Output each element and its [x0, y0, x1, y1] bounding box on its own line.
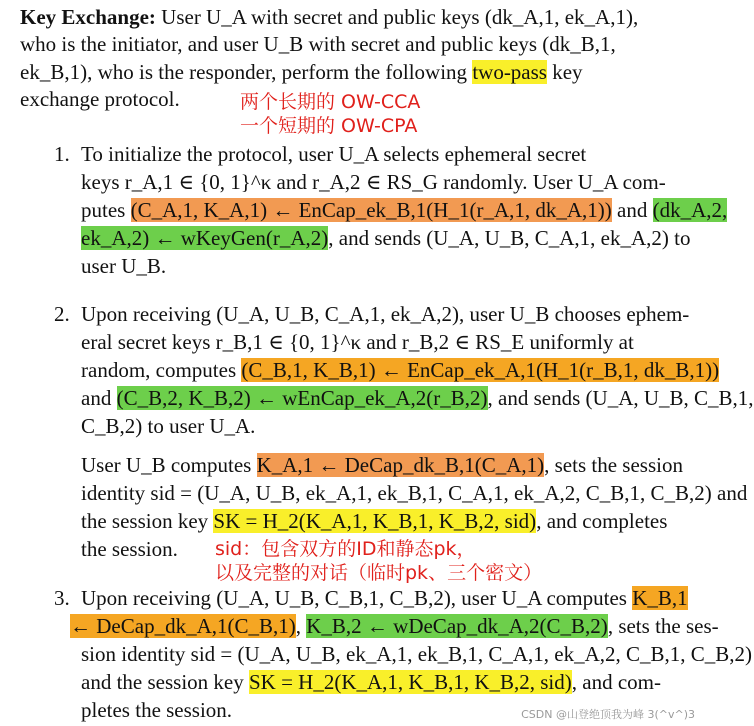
step-2-p2-l3-post: , and completes — [536, 509, 668, 533]
step-2-p2-l1-post: , sets the session — [544, 453, 683, 477]
step-1-line-5: user U_B. — [81, 254, 167, 278]
heading-text-3-post: key — [552, 60, 583, 84]
step-3-kb1-highlight: K_B,1 — [632, 586, 688, 610]
note-long-term: 两个长期的 OW-CCA — [240, 91, 421, 113]
note-sid-2: 以及完整的对话（临时pk、三个密文） — [215, 562, 543, 584]
step-3-line-3: sion identity sid = (U_A, U_B, ek_A,1, ek_B,1, C_A,1, ek_A,2, C_B,1, C_B,2) — [81, 642, 753, 666]
step-2-line-5: C_B,2) to user U_A. — [81, 414, 256, 438]
step-2-para2-line-4: the session. — [81, 537, 178, 561]
step-1-line-2: keys r_A,1 ∈ {0, 1}^κ and r_A,2 ∈ RS_G randomly. User U_A com- — [81, 170, 666, 194]
heading-text-3-pre: ek_B,1), who is the responder, perform the following — [20, 60, 468, 84]
step-3-line-4 — [81, 669, 661, 695]
step-2-para2-line-3 — [81, 508, 667, 534]
step-3-l2-mid: , — [295, 614, 301, 638]
step-1-keygen-highlight-b: ek_A,2) ← wKeyGen(r_A,2) — [81, 226, 329, 250]
step-3-l4-post: , and com- — [571, 670, 661, 694]
step-3-decap-highlight: ← DeCap_dk_A,1(C_B,1) — [70, 614, 296, 638]
note-sid-1: sid：包含双方的ID和静态pk， — [215, 538, 476, 560]
step-2-session-key-highlight: SK = H_2(K_A,1, K_B,1, K_B,2, sid) — [213, 509, 537, 533]
step-1-l3-mid: and — [617, 198, 648, 222]
step-2-para2-line-1 — [81, 452, 683, 478]
step-2-decap-highlight: K_A,1 ← DeCap_dk_B,1(C_A,1) — [256, 453, 545, 477]
heading-text-1: User U_A with secret and public keys (dk_A,1, ek_A,1), — [161, 5, 639, 29]
step-2-p2-l1-pre: User U_B computes — [81, 453, 252, 477]
step-2-line-2: eral secret keys r_B,1 ∈ {0, 1}^κ and r_B,2 ∈ RS_E uniformly at — [81, 330, 634, 354]
step-3-line-2 — [70, 613, 719, 639]
step-1-l3-pre: putes — [81, 198, 126, 222]
heading-line-1 — [20, 4, 638, 30]
step-3-l2-post: , sets the ses- — [607, 614, 719, 638]
step-1-line-4 — [81, 225, 691, 251]
step-3-wdecap-highlight: K_B,2 ← wDeCap_dk_A,2(C_B,2) — [306, 614, 608, 638]
step-2-line-4 — [81, 385, 754, 411]
note-short-term: 一个短期的 OW-CPA — [240, 115, 418, 137]
step-3-line-1 — [81, 585, 688, 611]
step-2-l4-pre: and — [81, 386, 112, 410]
step-1-encap-highlight: (C_A,1, K_A,1) ← EnCap_ek_B,1(H_1(r_A,1, dk_A,1)) — [130, 198, 612, 222]
two-pass-highlight: two-pass — [472, 60, 547, 84]
heading-line-3 — [20, 59, 583, 85]
step-1-line-1: To initialize the protocol, user U_A selects ephemeral secret — [81, 142, 587, 166]
step-2-encap-highlight: (C_B,1, K_B,1) ← EnCap_ek_A,1(H_1(r_B,1, dk_B,1)) — [241, 358, 720, 382]
step-1-l4-post: , and sends (U_A, U_B, C_A,1, ek_A,2) to — [328, 226, 691, 250]
step-2-l3-pre: random, computes — [81, 358, 237, 382]
heading-line-2: who is the initiator, and user U_B with secret and public keys (dk_B,1, — [20, 32, 616, 56]
step-3-l4-pre: and the session key — [81, 670, 244, 694]
step-3-line-5: pletes the session. — [81, 698, 233, 722]
step-2-l4-post: , and sends (U_A, U_B, C_B,1, — [487, 386, 754, 410]
step-2-line-1: Upon receiving (U_A, U_B, C_A,1, ek_A,2), user U_B chooses ephem- — [81, 302, 690, 326]
step-1-number: 1. — [54, 142, 70, 166]
step-2-para2-line-2: identity sid = (U_A, U_B, ek_A,1, ek_B,1, C_A,1, ek_A,2, C_B,1, C_B,2) and — [81, 481, 748, 505]
step-3-session-key-highlight: SK = H_2(K_A,1, K_B,1, K_B,2, sid) — [248, 670, 572, 694]
step-2-wencap-highlight: (C_B,2, K_B,2) ← wEnCap_ek_A,2(r_B,2) — [116, 386, 488, 410]
step-1-keygen-highlight-a: (dk_A,2, — [652, 198, 728, 222]
csdn-watermark: CSDN @山登绝顶我为峰 3(^v^)3 — [521, 708, 695, 721]
step-2-number: 2. — [54, 302, 70, 326]
heading-line-4: exchange protocol. — [20, 87, 180, 111]
step-2-p2-l3-pre: the session key — [81, 509, 209, 533]
heading-title: Key Exchange: — [20, 5, 156, 29]
step-3-number: 3. — [54, 586, 70, 610]
step-1-line-3 — [81, 197, 727, 223]
step-2-line-3 — [81, 357, 719, 383]
step-3-l1-pre: Upon receiving (U_A, U_B, C_B,1, C_B,2), user U_A computes — [81, 586, 627, 610]
